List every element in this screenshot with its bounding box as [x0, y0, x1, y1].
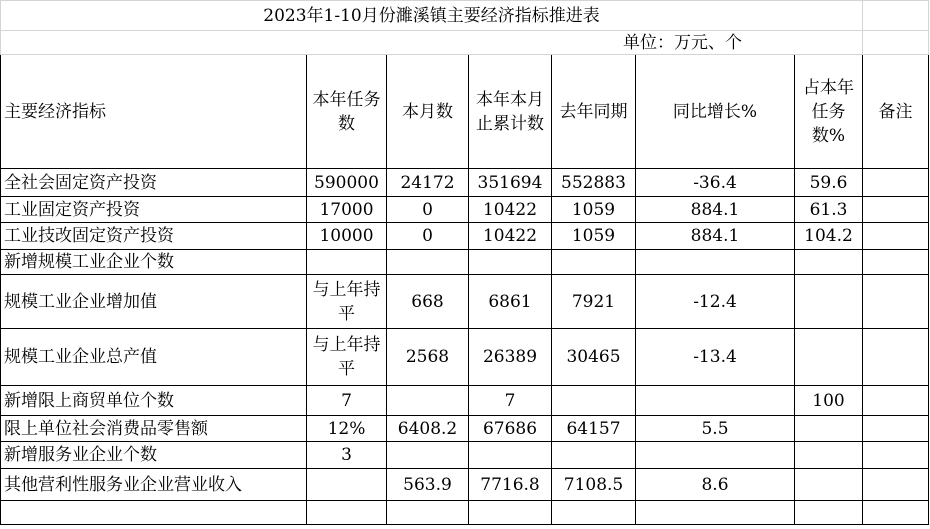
cell-note[interactable] — [863, 442, 929, 469]
cell-last-year[interactable]: 64157 — [552, 416, 636, 442]
cell-last-year[interactable]: 1059 — [552, 197, 636, 223]
header-task[interactable]: 本年任务数 — [307, 55, 387, 169]
cell-growth[interactable]: 884.1 — [636, 197, 795, 223]
cell-task-percent[interactable] — [795, 469, 863, 501]
cell-task[interactable]: 17000 — [307, 197, 387, 223]
cell-cumulative[interactable] — [469, 250, 552, 275]
cell-task-percent[interactable] — [795, 442, 863, 469]
cell-task-percent[interactable] — [795, 416, 863, 442]
cell-last-year[interactable]: 552883 — [552, 169, 636, 197]
cell-note[interactable] — [863, 329, 929, 386]
cell-cumulative[interactable]: 7 — [469, 386, 552, 416]
header-month[interactable]: 本月数 — [387, 55, 469, 169]
cell-note[interactable] — [863, 469, 929, 501]
cell-task[interactable]: 10000 — [307, 223, 387, 250]
table-row — [1, 469, 929, 501]
cell-cumulative[interactable]: 351694 — [469, 169, 552, 197]
cell-growth[interactable]: -12.4 — [636, 275, 795, 329]
cell-cumulative[interactable]: 10422 — [469, 197, 552, 223]
cell-indicator[interactable]: 全社会固定资产投资 — [1, 169, 307, 197]
cell-indicator[interactable]: 新增限上商贸单位个数 — [1, 386, 307, 416]
cell-indicator[interactable]: 工业固定资产投资 — [1, 197, 307, 223]
cell-task[interactable]: 与上年持平 — [307, 275, 387, 329]
table-row — [1, 223, 929, 250]
cell-last-year[interactable]: 7921 — [552, 275, 636, 329]
cell-task-percent[interactable] — [795, 329, 863, 386]
cell-note[interactable] — [863, 275, 929, 329]
cell-indicator[interactable]: 新增规模工业企业个数 — [1, 250, 307, 275]
header-indicator[interactable]: 主要经济指标 — [1, 55, 307, 169]
empty-cell[interactable] — [863, 501, 929, 525]
cell-cumulative[interactable] — [469, 442, 552, 469]
cell-cumulative[interactable]: 67686 — [469, 416, 552, 442]
cell-task-percent[interactable] — [795, 275, 863, 329]
cell-month[interactable]: 0 — [387, 197, 469, 223]
empty-cell[interactable] — [636, 501, 795, 525]
empty-cell[interactable] — [387, 501, 469, 525]
header-cumulative[interactable]: 本年本月止累计数 — [469, 55, 552, 169]
cell-indicator[interactable]: 规模工业企业总产值 — [1, 329, 307, 386]
table-row — [1, 197, 929, 223]
cell-task[interactable] — [307, 250, 387, 275]
cell-indicator[interactable]: 限上单位社会消费品零售额 — [1, 416, 307, 442]
cell-note[interactable] — [863, 169, 929, 197]
cell-growth[interactable] — [636, 442, 795, 469]
cell-month[interactable]: 6408.2 — [387, 416, 469, 442]
cell-task[interactable]: 590000 — [307, 169, 387, 197]
table-row — [1, 416, 929, 442]
header-note[interactable]: 备注 — [863, 55, 929, 169]
cell-last-year[interactable]: 1059 — [552, 223, 636, 250]
cell-last-year[interactable] — [552, 250, 636, 275]
cell-growth[interactable] — [636, 386, 795, 416]
header-last-year[interactable]: 去年同期 — [552, 55, 636, 169]
empty-cell[interactable] — [469, 501, 552, 525]
cell-indicator[interactable]: 其他营利性服务业企业营业收入 — [1, 469, 307, 501]
empty-cell[interactable] — [307, 501, 387, 525]
cell-last-year[interactable] — [552, 442, 636, 469]
cell-month[interactable] — [387, 250, 469, 275]
cell-month[interactable]: 24172 — [387, 169, 469, 197]
cell-month[interactable]: 563.9 — [387, 469, 469, 501]
cell-cumulative[interactable]: 7716.8 — [469, 469, 552, 501]
table-row — [1, 329, 929, 386]
cell-last-year[interactable] — [552, 386, 636, 416]
cell-task-percent[interactable]: 104.2 — [795, 223, 863, 250]
cell-month[interactable]: 0 — [387, 223, 469, 250]
unit-label[interactable]: 单位：万元、个 — [1, 31, 863, 55]
cell-note[interactable] — [863, 223, 929, 250]
cell-task-percent[interactable]: 100 — [795, 386, 863, 416]
cell-task[interactable]: 与上年持平 — [307, 329, 387, 386]
cell-month[interactable]: 668 — [387, 275, 469, 329]
cell-month[interactable] — [387, 386, 469, 416]
cell-cumulative[interactable]: 26389 — [469, 329, 552, 386]
cell-indicator[interactable]: 工业技改固定资产投资 — [1, 223, 307, 250]
table-row — [1, 386, 929, 416]
cell-indicator[interactable]: 新增服务业企业个数 — [1, 442, 307, 469]
table-row — [1, 250, 929, 275]
cell-task[interactable]: 12% — [307, 416, 387, 442]
empty-cell[interactable] — [863, 31, 929, 55]
cell-growth[interactable]: -36.4 — [636, 169, 795, 197]
cell-note[interactable] — [863, 416, 929, 442]
cell-last-year[interactable]: 7108.5 — [552, 469, 636, 501]
cell-task-percent[interactable] — [795, 250, 863, 275]
empty-cell[interactable] — [795, 501, 863, 525]
cell-task[interactable]: 3 — [307, 442, 387, 469]
cell-growth[interactable]: 8.6 — [636, 469, 795, 501]
cell-note[interactable] — [863, 250, 929, 275]
cell-growth[interactable] — [636, 250, 795, 275]
page-title[interactable]: 2023年1-10月份濉溪镇主要经济指标推进表 — [1, 1, 863, 31]
cell-last-year[interactable]: 30465 — [552, 329, 636, 386]
header-task-percent[interactable]: 占本年任务数% — [795, 55, 863, 169]
cell-task-percent[interactable]: 59.6 — [795, 169, 863, 197]
cell-task-percent[interactable]: 61.3 — [795, 197, 863, 223]
empty-cell[interactable] — [552, 501, 636, 525]
cell-task[interactable]: 7 — [307, 386, 387, 416]
empty-cell[interactable] — [1, 501, 307, 525]
cell-cumulative[interactable]: 10422 — [469, 223, 552, 250]
cell-task[interactable] — [307, 469, 387, 501]
table-row-empty — [1, 501, 929, 525]
header-growth[interactable]: 同比增长% — [636, 55, 795, 169]
cell-month[interactable]: 2568 — [387, 329, 469, 386]
cell-growth[interactable]: -13.4 — [636, 329, 795, 386]
table-row — [1, 169, 929, 197]
cell-note[interactable] — [863, 386, 929, 416]
cell-growth[interactable]: 5.5 — [636, 416, 795, 442]
empty-cell[interactable] — [863, 1, 929, 31]
table-row — [1, 275, 929, 329]
cell-month[interactable] — [387, 442, 469, 469]
cell-growth[interactable]: 884.1 — [636, 223, 795, 250]
table-row — [1, 442, 929, 469]
cell-note[interactable] — [863, 197, 929, 223]
cell-indicator[interactable]: 规模工业企业增加值 — [1, 275, 307, 329]
cell-cumulative[interactable]: 6861 — [469, 275, 552, 329]
